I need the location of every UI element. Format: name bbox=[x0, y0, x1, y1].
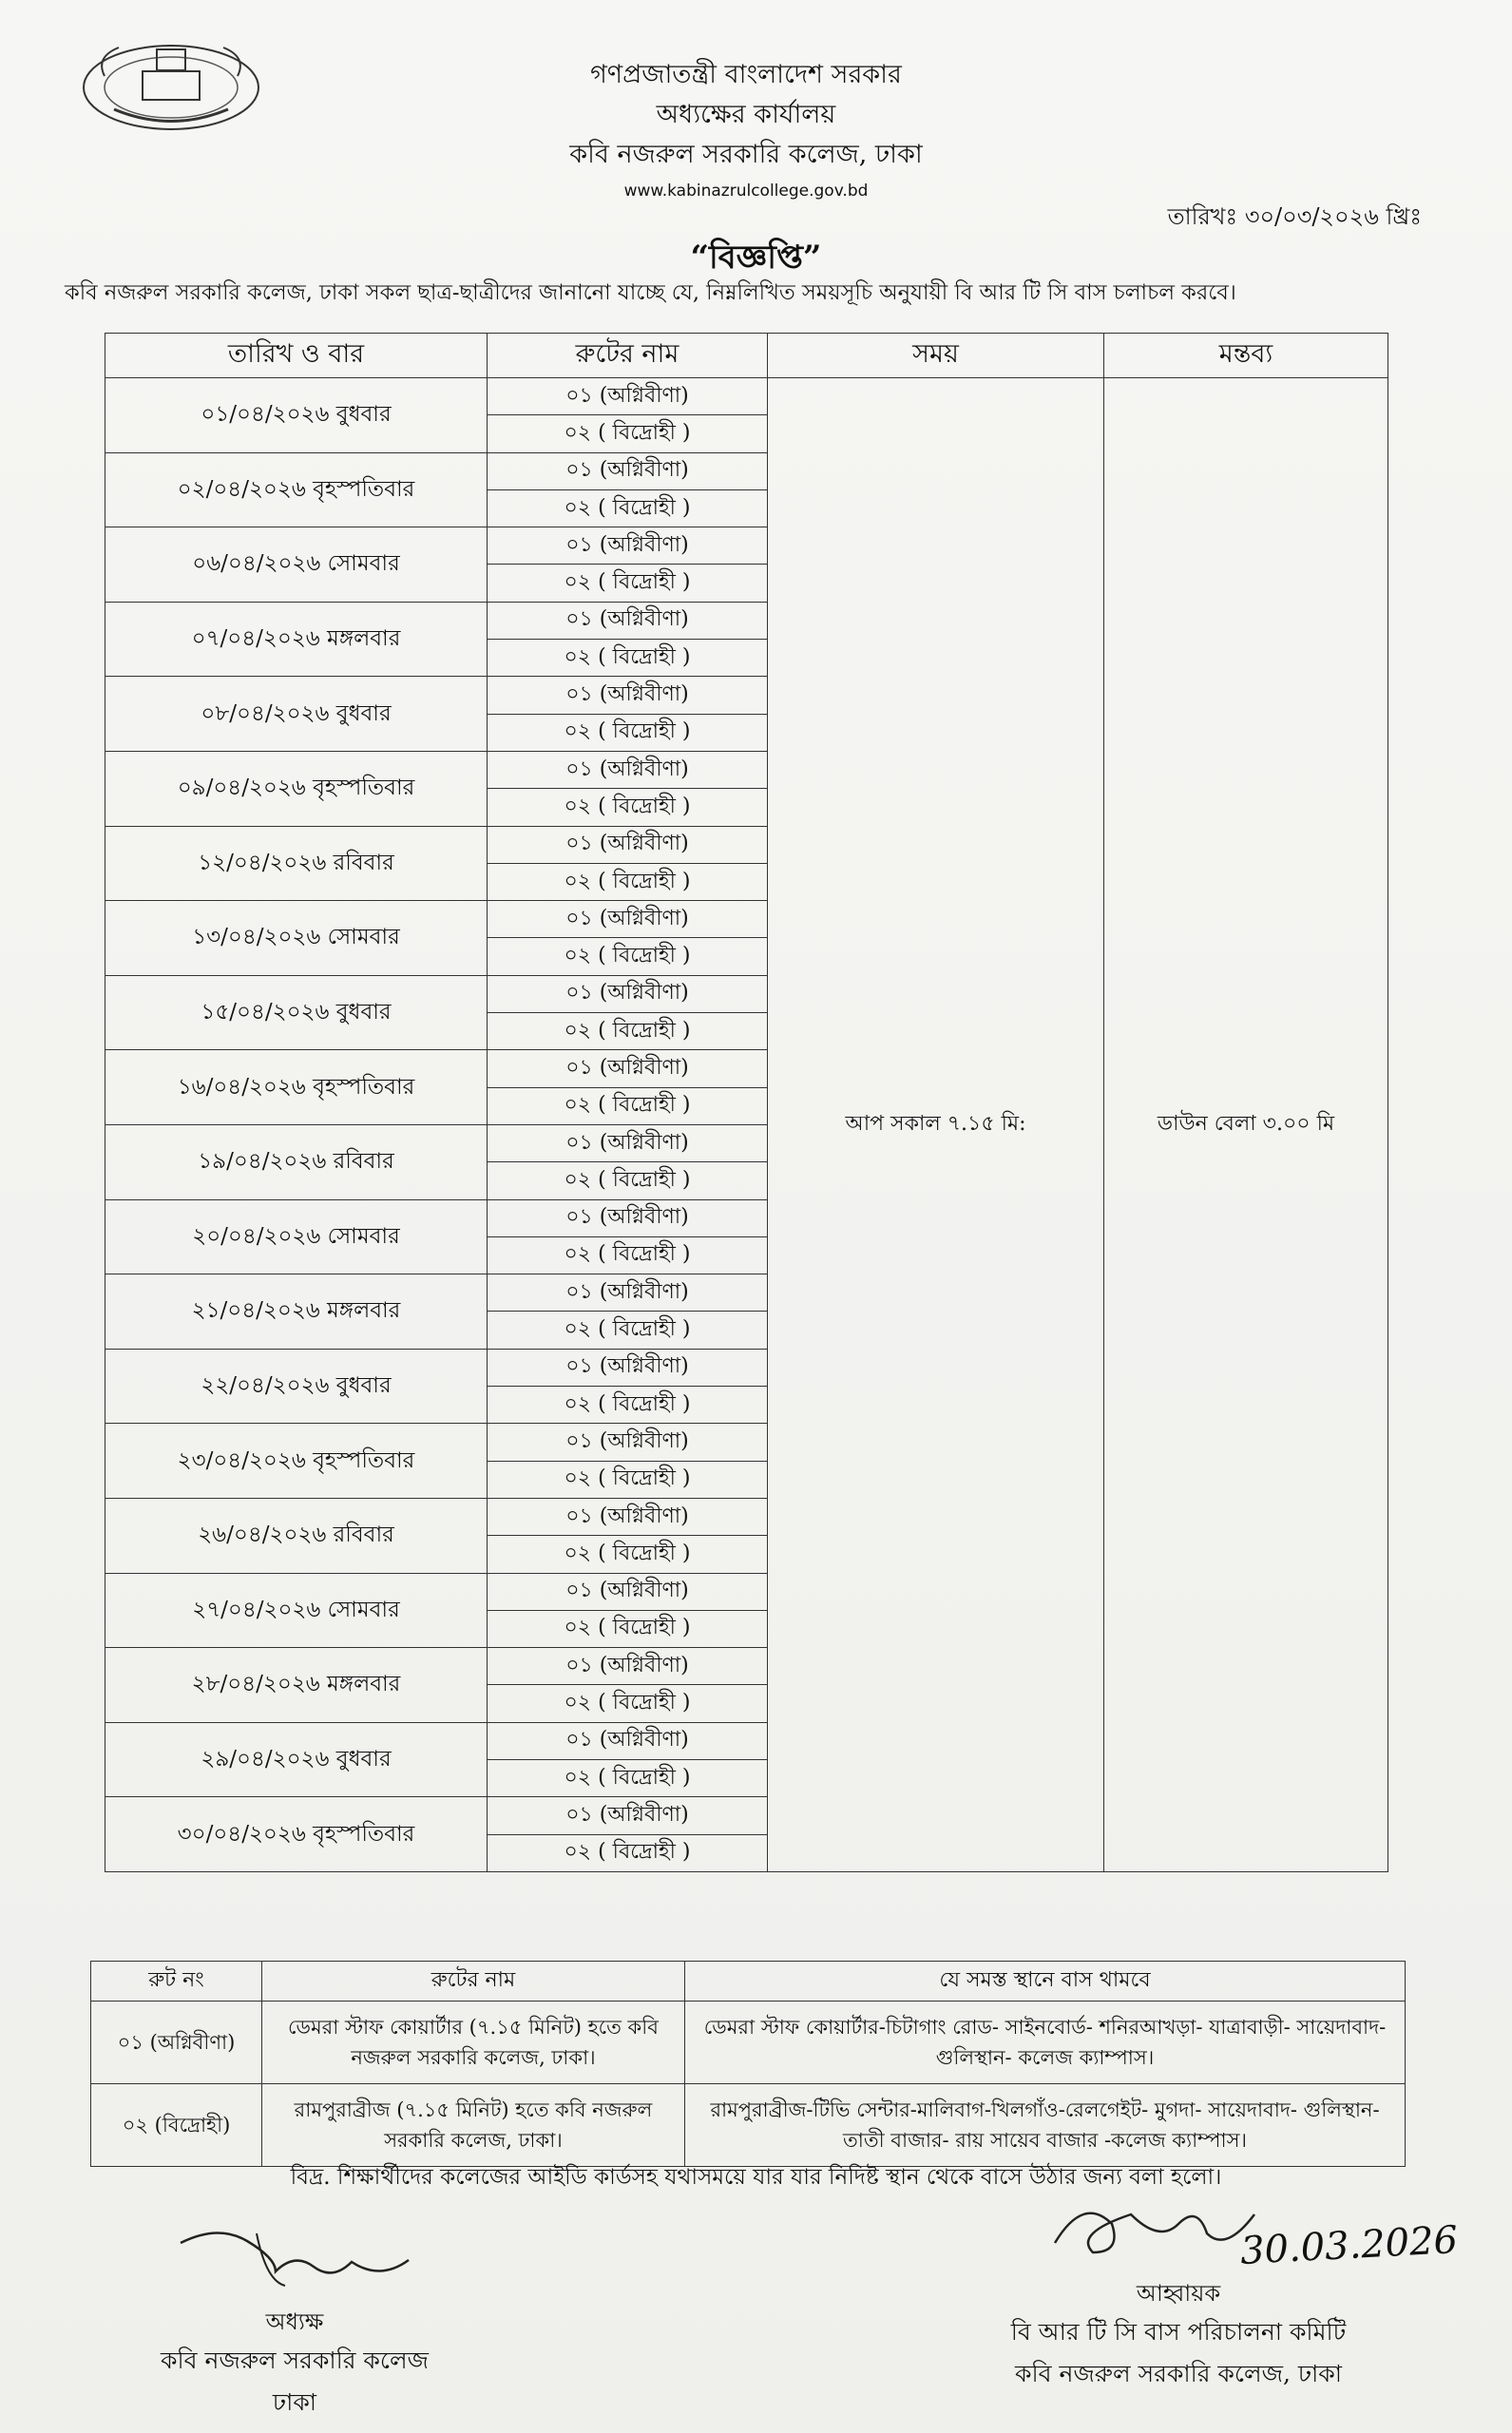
route-bidrohi: ০২ ( বিদ্রোহী ) bbox=[488, 489, 768, 527]
header-date: তারিখ ও বার bbox=[105, 334, 488, 378]
route-agnibina: ০১ (অগ্নিবীণা) bbox=[488, 1722, 768, 1759]
route-bidrohi: ০২ ( বিদ্রোহী ) bbox=[488, 938, 768, 975]
principal-title: অধ্যক্ষ bbox=[265, 2308, 324, 2335]
route-agnibina: ০১ (অগ্নিবীণা) bbox=[488, 602, 768, 639]
principal-org: কবি নজরুল সরকারি কলেজ bbox=[161, 2347, 429, 2374]
schedule-date: ০৬/০৪/২০২৬ সোমবার bbox=[105, 527, 488, 603]
bus-schedule-table bbox=[105, 333, 1388, 1872]
route-header-name: রুটের নাম bbox=[262, 1962, 685, 2002]
header-time: সময় bbox=[768, 334, 1104, 378]
route-bidrohi: ০২ ( বিদ্রোহী ) bbox=[488, 1610, 768, 1647]
route-bidrohi: ০২ ( বিদ্রোহী ) bbox=[488, 1236, 768, 1274]
schedule-date: ৩০/০৪/২০২৬ বৃহস্পতিবার bbox=[105, 1797, 488, 1872]
schedule-date: ২৬/০৪/২০২৬ রবিবার bbox=[105, 1498, 488, 1573]
schedule-date: ২০/০৪/২০২৬ সোমবার bbox=[105, 1199, 488, 1274]
route-agnibina: ০১ (অগ্নিবীণা) bbox=[488, 1124, 768, 1161]
schedule-date: ১৯/০৪/২০২৬ রবিবার bbox=[105, 1124, 488, 1199]
route-bidrohi: ০২ ( বিদ্রোহী ) bbox=[488, 415, 768, 452]
schedule-date: ২৩/০৪/২০২৬ বৃহস্পতিবার bbox=[105, 1424, 488, 1499]
nb-note: বিদ্র. শিক্ষার্থীদের কলেজের আইডি কার্ডসহ যথাসময়ে যার যার নিদিষ্ট স্থান থেকে বাসে উঠার জন্য বলা হলো। bbox=[290, 2165, 1222, 2190]
route-stops: রামপুরাব্রীজ-টিভি সেন্টার-মালিবাগ-খিলগাঁও-রেলগেইট- মুগদা- সায়েদাবাদ- গুলিস্থান- তাতী বাজার- রায় সায়েব বাজার -কলেজ ক্যাম্পাস। bbox=[685, 2084, 1406, 2167]
route-agnibina: ০১ (অগ্নিবীণা) bbox=[488, 1199, 768, 1236]
route-agnibina: ০১ (অগ্নিবীণা) bbox=[488, 1573, 768, 1610]
notice-title: “বিজ্ঞপ্তি” bbox=[690, 239, 822, 277]
schedule-date: ০৮/০৪/২০২৬ বুধবার bbox=[105, 677, 488, 752]
convener-committee: বি আর টি সি বাস পরিচালনা কমিটি bbox=[1010, 2318, 1347, 2346]
notice-date: তারিখঃ ৩০/০৩/২০২৬ খ্রিঃ bbox=[1167, 203, 1422, 230]
schedule-date: ২১/০৪/২০২৬ মঙ্গলবার bbox=[105, 1274, 488, 1350]
schedule-date: ২২/০৪/২০২৬ বুধবার bbox=[105, 1349, 488, 1424]
convener-title: আহ্বায়ক bbox=[1136, 2280, 1221, 2307]
route-agnibina: ০১ (অগ্নিবীণা) bbox=[488, 1349, 768, 1386]
route-no: ০২ (বিদ্রোহী) bbox=[91, 2084, 262, 2167]
route-bidrohi: ০২ ( বিদ্রোহী ) bbox=[488, 1387, 768, 1424]
route-agnibina: ০১ (অগ্নিবীণা) bbox=[488, 1797, 768, 1834]
principal-signature-block bbox=[143, 2214, 447, 2423]
route-header-no: রুট নং bbox=[91, 1962, 262, 2002]
college-name: কবি নজরুল সরকারি কলেজ, ঢাকা bbox=[569, 140, 923, 169]
route-bidrohi: ০২ ( বিদ্রোহী ) bbox=[488, 1834, 768, 1871]
route-agnibina: ০১ (অগ্নিবীণা) bbox=[488, 378, 768, 415]
route-agnibina: ০১ (অগ্নিবীণা) bbox=[488, 751, 768, 788]
header-remark: মন্তব্য bbox=[1104, 334, 1388, 378]
route-agnibina: ০১ (অগ্নিবীণা) bbox=[488, 677, 768, 714]
table-row bbox=[105, 378, 1388, 415]
route-agnibina: ০১ (অগ্নিবীণা) bbox=[488, 1274, 768, 1312]
route-agnibina: ০১ (অগ্নিবীণা) bbox=[488, 901, 768, 938]
handwritten-date: 30.03.2026 bbox=[1238, 2218, 1460, 2273]
govt-name: গণপ্রজাতন্ত্রী বাংলাদেশ সরকার bbox=[590, 60, 902, 89]
route-header-row bbox=[91, 1962, 1406, 2002]
table-row bbox=[91, 2002, 1406, 2084]
route-bidrohi: ০২ ( বিদ্রোহী ) bbox=[488, 1312, 768, 1349]
office-name: অধ্যক্ষের কার্যালয় bbox=[656, 100, 836, 129]
schedule-date: ২৭/০৪/২০২৬ সোমবার bbox=[105, 1573, 488, 1648]
route-name: ডেমরা স্টাফ কোয়ার্টার (৭.১৫ মিনিট) হতে কবি নজরুল সরকারি কলেজ, ঢাকা। bbox=[262, 2002, 685, 2084]
route-bidrohi: ০২ ( বিদ্রোহী ) bbox=[488, 1162, 768, 1199]
route-bidrohi: ০২ ( বিদ্রোহী ) bbox=[488, 714, 768, 751]
route-bidrohi: ০২ ( বিদ্রোহী ) bbox=[488, 640, 768, 677]
route-agnibina: ০১ (অগ্নিবীণা) bbox=[488, 527, 768, 565]
notice-intro: কবি নজরুল সরকারি কলেজ, ঢাকা সকল ছাত্র-ছাত্রীদের জানানো যাচ্ছে যে, নিম্নলিখিত সময়সূচি অনুযায়ী বি আর টি সি বাস চলাচল করবে। bbox=[65, 280, 1236, 305]
schedule-date: ১৬/০৪/২০২৬ বৃহস্পতিবার bbox=[105, 1050, 488, 1125]
schedule-date: ০২/০৪/২০২৬ বৃহস্পতিবার bbox=[105, 452, 488, 527]
table-header-row bbox=[105, 334, 1388, 378]
route-agnibina: ০১ (অগ্নিবীণা) bbox=[488, 1424, 768, 1461]
route-bidrohi: ০২ ( বিদ্রোহী ) bbox=[488, 1013, 768, 1050]
schedule-date: ১৫/০৪/২০২৬ বুধবার bbox=[105, 975, 488, 1050]
route-agnibina: ০১ (অগ্নিবীণা) bbox=[488, 975, 768, 1012]
principal-signature bbox=[162, 2214, 428, 2300]
route-agnibina: ০১ (অগ্নিবীণা) bbox=[488, 1050, 768, 1087]
route-bidrohi: ০২ ( বিদ্রোহী ) bbox=[488, 1536, 768, 1573]
route-bidrohi: ০২ ( বিদ্রোহী ) bbox=[488, 565, 768, 602]
route-details-table bbox=[90, 1961, 1406, 2167]
route-bidrohi: ০২ ( বিদ্রোহী ) bbox=[488, 1087, 768, 1124]
schedule-date: ০৯/০৪/২০২৬ বৃহস্পতিবার bbox=[105, 751, 488, 826]
route-bidrohi: ০২ ( বিদ্রোহী ) bbox=[488, 1461, 768, 1498]
schedule-remark: ডাউন বেলা ৩.০০ মি bbox=[1104, 378, 1388, 1872]
schedule-date: ২৯/০৪/২০২৬ বুধবার bbox=[105, 1722, 488, 1797]
schedule-date: ০৭/০৪/২০২৬ মঙ্গলবার bbox=[105, 602, 488, 677]
route-agnibina: ০১ (অগ্নিবীণা) bbox=[488, 1498, 768, 1535]
route-bidrohi: ০২ ( বিদ্রোহী ) bbox=[488, 1759, 768, 1796]
schedule-date: ০১/০৪/২০২৬ বুধবার bbox=[105, 378, 488, 453]
schedule-time: আপ সকাল ৭.১৫ মি: bbox=[768, 378, 1104, 1872]
route-stops: ডেমরা স্টাফ কোয়ার্টার-চিটাগাং রোড- সাইনবোর্ড- শনিরআখড়া- যাত্রাবাড়ী- সায়েদাবাদ- গুলিস্থান- কলেজ ক্যাম্পাস। bbox=[685, 2002, 1406, 2084]
route-bidrohi: ০২ ( বিদ্রোহী ) bbox=[488, 789, 768, 826]
route-bidrohi: ০২ ( বিদ্রোহী ) bbox=[488, 1685, 768, 1722]
schedule-date: ১৩/০৪/২০২৬ সোমবার bbox=[105, 901, 488, 976]
website: www.kabinazrulcollege.gov.bd bbox=[623, 182, 869, 201]
route-agnibina: ০১ (অগ্নিবীণা) bbox=[488, 826, 768, 863]
college-logo bbox=[76, 29, 266, 138]
route-name: রামপুরাব্রীজ (৭.১৫ মিনিট) হতে কবি নজরুল সরকারি কলেজ, ঢাকা। bbox=[262, 2084, 685, 2167]
route-agnibina: ০১ (অগ্নিবীণা) bbox=[488, 452, 768, 489]
letterhead bbox=[380, 55, 1112, 207]
route-header-stops: যে সমস্ত স্থানে বাস থামবে bbox=[685, 1962, 1406, 2002]
principal-city: ঢাকা bbox=[272, 2388, 317, 2416]
convener-college: কবি নজরুল সরকারি কলেজ, ঢাকা bbox=[1015, 2360, 1342, 2387]
header-route: রুটের নাম bbox=[488, 334, 768, 378]
route-no: ০১ (অগ্নিবীণা) bbox=[91, 2002, 262, 2084]
convener-signature-block bbox=[912, 2186, 1445, 2395]
route-bidrohi: ০২ ( বিদ্রোহী ) bbox=[488, 863, 768, 900]
table-row bbox=[91, 2084, 1406, 2167]
schedule-date: ১২/০৪/২০২৬ রবিবার bbox=[105, 826, 488, 901]
schedule-date: ২৮/০৪/২০২৬ মঙ্গলবার bbox=[105, 1648, 488, 1723]
route-agnibina: ০১ (অগ্নিবীণা) bbox=[488, 1648, 768, 1685]
